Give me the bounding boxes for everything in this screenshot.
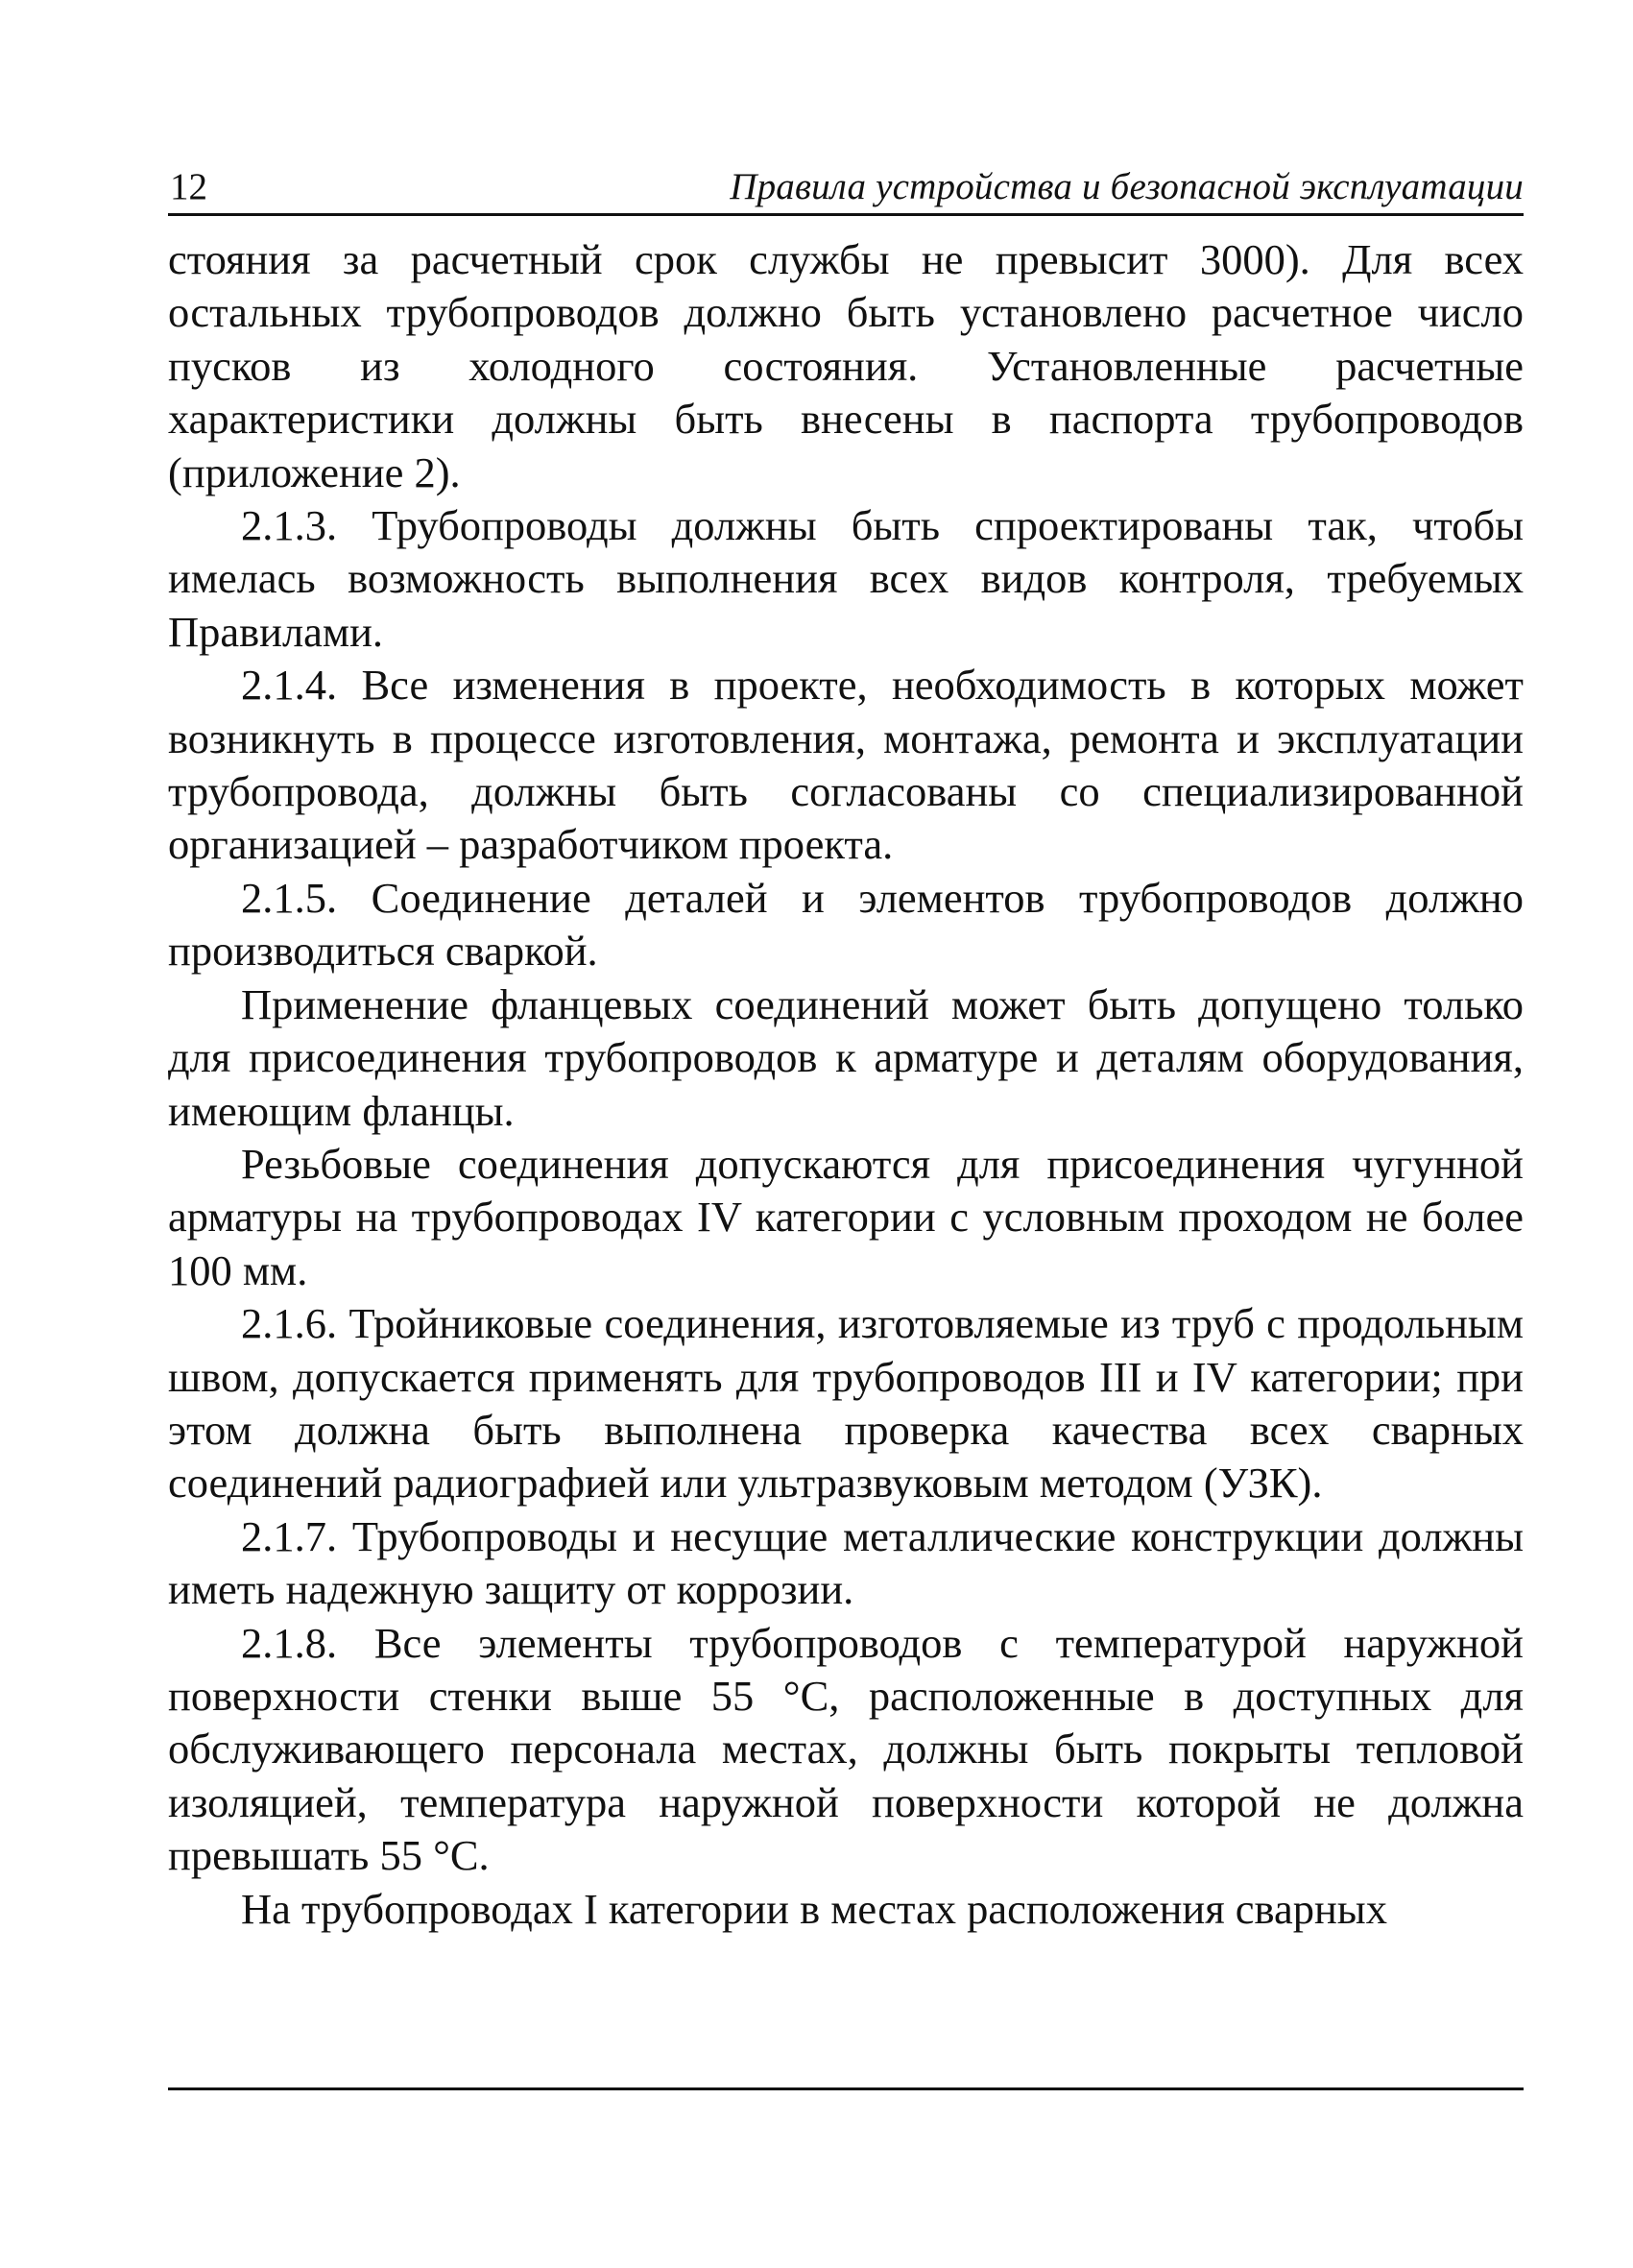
paragraph-threaded-connections: Резьбовые соединения допускаются для присоединения чугунной арматуры на трубопроводах IV категории с условным проходом не более 100 мм. <box>168 1139 1524 1294</box>
paragraph-flange-connections: Применение фланцевых соединений может быть допущено только для присоединения трубопроводов к арматуре и деталям оборудования, имеющим фланцы. <box>168 979 1524 1135</box>
paragraph-2-1-4: 2.1.4. Все изменения в проекте, необходимость в которых может возникнуть в процессе изготовления, монтажа, ремонта и эксплуатации трубопровода, должны быть согласованы со специализированной организацией – разработчиком проекта. <box>168 661 1524 869</box>
document-page <box>168 154 1524 2132</box>
bottom-rule <box>168 2087 1524 2090</box>
paragraph-2-1-6: 2.1.6. Тройниковые соединения, изготовляемые из труб с продольным швом, допускается применять для трубопроводов III и IV категории; при этом должна быть выполнена проверка качества всех сварных соединений радиографией или ультразвуковым методом (УЗК). <box>168 1299 1524 1508</box>
paragraph-continued: стояния за расчетный срок службы не превысит 3000). Для всех остальных трубопроводов должно быть установлено расчетное число пусков из холодного состояния. Установленные расчетные характеристики должны быть внесены в паспорта трубопроводов (приложение 2). <box>168 235 1524 496</box>
running-header-title: Правила устройства и безопасной эксплуатации <box>730 166 1524 207</box>
body-text <box>168 233 1524 1936</box>
paragraph-category-1: На трубопроводах I категории в местах расположения сварных <box>241 1884 1387 1933</box>
paragraph-2-1-7: 2.1.7. Трубопроводы и несущие металлические конструкции должны иметь надежную защиту от коррозии. <box>168 1511 1524 1614</box>
paragraph-2-1-3: 2.1.3. Трубопроводы должны быть спроектированы так, чтобы имелась возможность выполнения всех видов контроля, требуемых Правилами. <box>168 501 1524 656</box>
paragraph-2-1-5: 2.1.5. Соединение деталей и элементов трубопроводов должно производиться сваркой. <box>168 873 1524 976</box>
running-header <box>168 154 1524 216</box>
page-number: 12 <box>170 166 207 207</box>
paragraph-2-1-8: 2.1.8. Все элементы трубопроводов с температурой наружной поверхности стенки выше 55 °С, расположенные в доступных для обслуживающего персонала местах, должны быть покрыты тепловой изоляцией, температура наружной поверхности которой не должна превышать 55 °С. <box>168 1618 1524 1880</box>
